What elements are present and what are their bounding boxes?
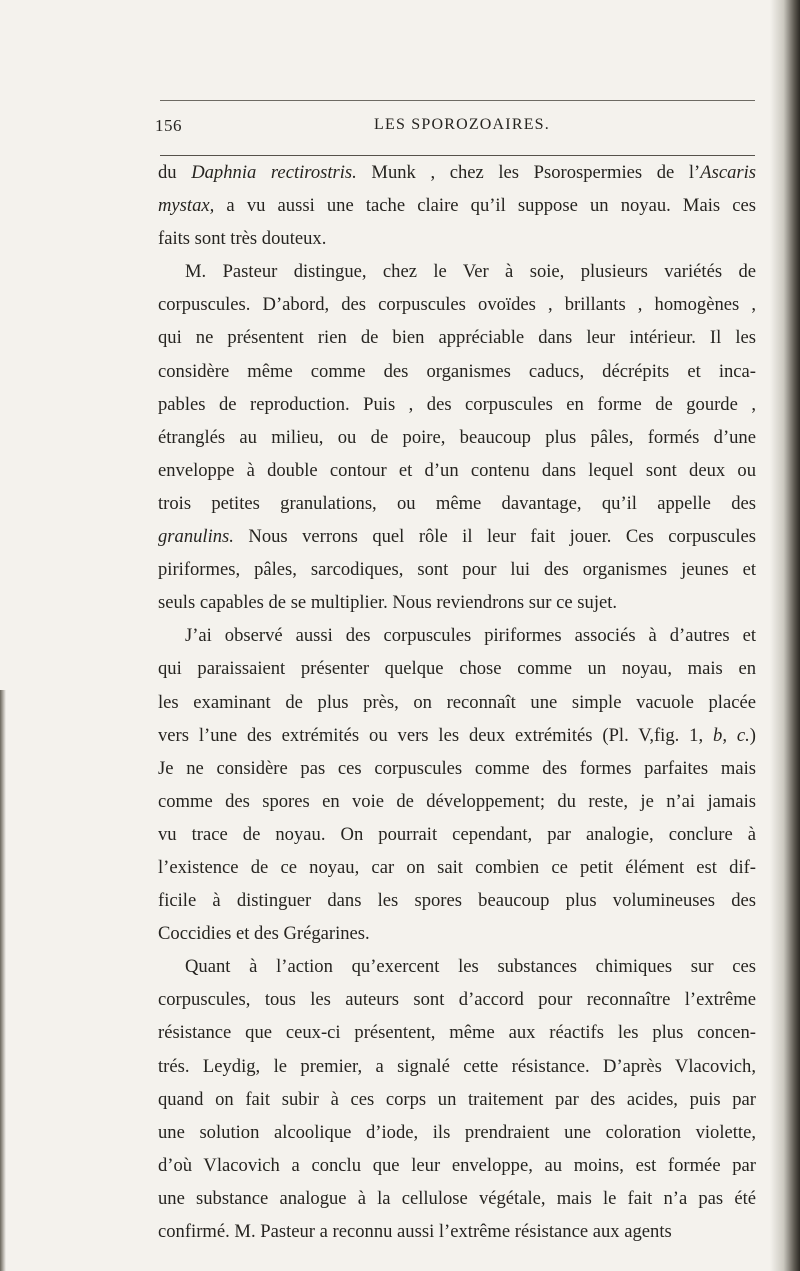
- text-run: les examinant de plus près, on reconnaît une simple vacuole placée: [158, 691, 756, 713]
- header-rule-top: [160, 100, 755, 101]
- text-line: [158, 255, 756, 288]
- text-run: Nous verrons quel rôle il leur fait jouer. Ces corpuscules: [233, 526, 756, 548]
- text-run: du: [158, 162, 192, 183]
- text-run: enveloppe à double contour et d’un contenu dans lequel sont deux ou: [158, 459, 756, 481]
- text-run: étranglés au milieu, ou de poire, beaucoup plus pâles, formés d’une: [158, 426, 756, 448]
- text-line: [158, 1215, 756, 1248]
- text-run: quand on fait subir à ces corps un traitement par des acides, puis par: [158, 1088, 756, 1110]
- text-line: [158, 487, 756, 520]
- text-run: faits sont très douteux.: [158, 228, 327, 250]
- text-run: trés. Leydig, le premier, a signalé cette résistance. D’après Vlacovich,: [158, 1055, 756, 1077]
- text-run: pables de reproduction. Puis , des corpuscules en forme de gourde ,: [158, 393, 756, 415]
- text-line: [158, 1182, 756, 1215]
- text-line: [158, 1050, 756, 1083]
- text-line: [158, 818, 756, 851]
- text-run: une solution alcoolique d’iode, ils prendraient une coloration violette,: [158, 1121, 756, 1143]
- text-line: [158, 884, 756, 917]
- text-run: corpuscules. D’abord, des corpuscules ovoïdes , brillants , homogènes ,: [158, 294, 756, 316]
- text-line: [158, 785, 756, 818]
- text-line: [158, 851, 756, 884]
- text-line: [158, 421, 756, 454]
- text-run: vu trace de noyau. On pourrait cependant, par analogie, conclure à: [158, 823, 756, 845]
- text-run: Coccidies et des Grégarines.: [158, 923, 370, 945]
- text-line: [158, 719, 756, 752]
- text-line: [158, 388, 756, 421]
- text-run: Quant à l’action qu’exercent les substances chimiques sur ces: [185, 956, 756, 978]
- text-line: [158, 686, 756, 719]
- text-run: trois petites granulations, ou même davantage, qu’il appelle des: [158, 492, 756, 514]
- text-run: seuls capables de se multiplier. Nous reviendrons sur ce sujet.: [158, 592, 618, 614]
- text-line: [158, 288, 756, 321]
- text-line: [158, 156, 756, 189]
- text-run: piriformes, pâles, sarcodiques, sont pour lui des organismes jeunes et: [158, 559, 756, 581]
- page-edge-shadow: [0, 690, 6, 1271]
- text-line: [158, 1016, 756, 1049]
- text-run: corpuscules, tous les auteurs sont d’accord pour reconnaître l’extrême: [158, 989, 756, 1011]
- body-text: [158, 156, 756, 1248]
- text-line: [158, 520, 756, 553]
- text-run: d’où Vlacovich a conclu que leur enveloppe, au moins, est formée par: [158, 1154, 756, 1176]
- text-line: [158, 1116, 756, 1149]
- text-line: [158, 222, 756, 255]
- text-run: vers l’une des extrémités ou vers les deux extrémités (Pl. V,fig. 1,: [158, 724, 714, 746]
- spine-shadow: [770, 0, 800, 1271]
- text-line: [158, 752, 756, 785]
- text-run: confirmé. M. Pasteur a reconnu aussi l’extrême résistance aux agents: [158, 1221, 672, 1242]
- text-run: considère même comme des organismes caducs, décrépits et inca-: [158, 360, 756, 382]
- text-run: une substance analogue à la cellulose végétale, mais le fait n’a pas été: [158, 1187, 756, 1209]
- text-line: [158, 321, 756, 354]
- text-line: [158, 950, 756, 983]
- text-run: J’ai observé aussi des corpuscules piriformes associés à d’autres et: [185, 625, 756, 647]
- text-line: [158, 652, 756, 685]
- text-run: Munk , chez les Psorospermies de l’: [356, 162, 701, 183]
- text-line: [158, 1149, 756, 1182]
- text-run: comme des spores en voie de développement; du reste, je n’ai jamais: [158, 790, 756, 812]
- text-run: Je ne considère pas ces corpuscules comme des formes parfaites mais: [158, 757, 756, 779]
- italic-text: mystax,: [158, 195, 215, 217]
- text-run: ): [749, 724, 756, 746]
- text-run: M. Pasteur distingue, chez le Ver à soie, plusieurs variétés de: [185, 261, 756, 283]
- text-line: [158, 553, 756, 586]
- italic-text: granulins.: [158, 526, 234, 548]
- italic-text: Ascaris: [700, 162, 757, 183]
- text-line: [158, 454, 756, 487]
- text-line: [158, 355, 756, 388]
- text-line: [158, 1083, 756, 1116]
- text-line: [158, 619, 756, 652]
- text-run: qui paraissaient présenter quelque chose comme un noyau, mais en: [158, 658, 756, 680]
- text-line: [158, 917, 756, 950]
- text-run: résistance que ceux-ci présentent, même aux réactifs les plus concen-: [158, 1022, 756, 1044]
- text-run: ficile à distinguer dans les spores beaucoup plus volumineuses des: [158, 890, 756, 912]
- text-line: [158, 586, 756, 619]
- text-run: a vu aussi une tache claire qu’il suppose un noyau. Mais ces: [214, 195, 756, 217]
- running-head: [155, 116, 755, 140]
- text-run: l’existence de ce noyau, car on sait combien ce petit élément est dif-: [158, 856, 756, 878]
- italic-text: b, c.: [713, 724, 750, 746]
- text-line: [158, 983, 756, 1016]
- text-line: [158, 189, 756, 222]
- italic-text: Daphnia rectirostris.: [191, 162, 357, 183]
- running-title: LES SPOROZOAIRES.: [374, 116, 550, 133]
- page-number: 156: [155, 116, 182, 135]
- text-run: qui ne présentent rien de bien appréciable dans leur intérieur. Il les: [158, 327, 756, 349]
